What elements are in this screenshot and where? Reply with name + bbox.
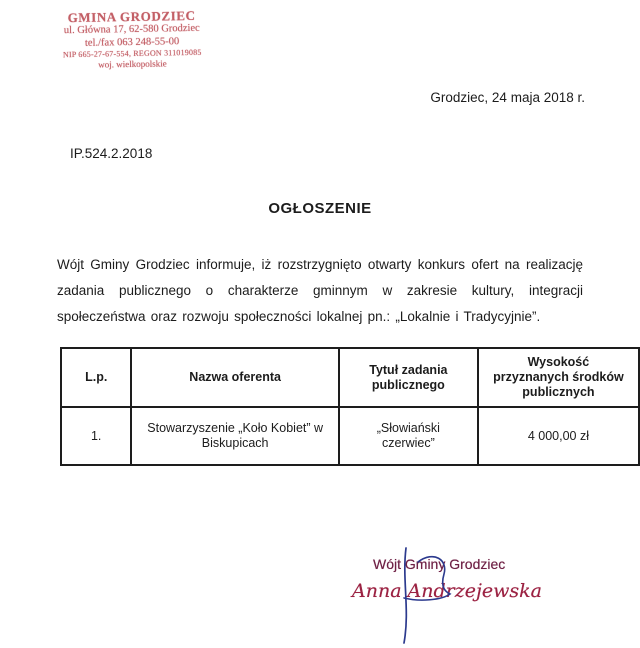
- document-title: OGŁOSZENIE: [268, 200, 372, 217]
- reference-number: IP.524.2.2018: [70, 146, 153, 161]
- stamp-line: GMINA GRODZIEC: [67, 7, 196, 26]
- signature-stroke-vertical: [404, 548, 406, 643]
- handwritten-signature-ink: [372, 540, 464, 646]
- body-paragraph: Wójt Gminy Grodziec informuje, iż rozstrzygnięto otwarty konkurs ofert na realizację zadania publicznego o charakterze gminnym w zakresie kultury, integracji społeczeństwa oraz rozwoju społeczności lokalnej pn.: „Lokalnie i Tradycyjnie”.: [57, 257, 583, 324]
- header-tytul: Tytuł zadania publicznego: [339, 348, 478, 407]
- cell-tytul: „Słowiański czerwiec”: [339, 407, 478, 465]
- cell-nazwa: Stowarzyszenie „Koło Kobiet” w Biskupicach: [131, 407, 338, 465]
- stamp-line: NIP 665-27-67-554, REGON 311019085: [62, 47, 202, 60]
- cell-lp: 1.: [61, 407, 131, 465]
- signature-role-stamp: Wójt Gminy Grodziec: [373, 556, 506, 572]
- signature-name-stamp: Anna Andrzejewska: [352, 580, 543, 602]
- stamp-line: ul. Główna 17, 62-580 Grodziec: [63, 23, 200, 37]
- table-row: [61, 407, 639, 465]
- stamp-line: tel./fax 063 248-55-00: [84, 35, 180, 49]
- results-table: [60, 347, 640, 466]
- header-nazwa: Nazwa oferenta: [131, 348, 338, 407]
- header-lp: L.p.: [61, 348, 131, 407]
- municipality-stamp: [32, 7, 231, 71]
- table-header-row: [61, 348, 639, 407]
- signature-stroke-loop: [404, 557, 450, 600]
- date-line: Grodziec, 24 maja 2018 r.: [430, 90, 585, 105]
- header-kwota: Wysokość przyznanych środków publicznych: [478, 348, 639, 407]
- stamp-line: woj. wielkopolskie: [98, 57, 167, 70]
- cell-kwota: 4 000,00 zł: [478, 407, 639, 465]
